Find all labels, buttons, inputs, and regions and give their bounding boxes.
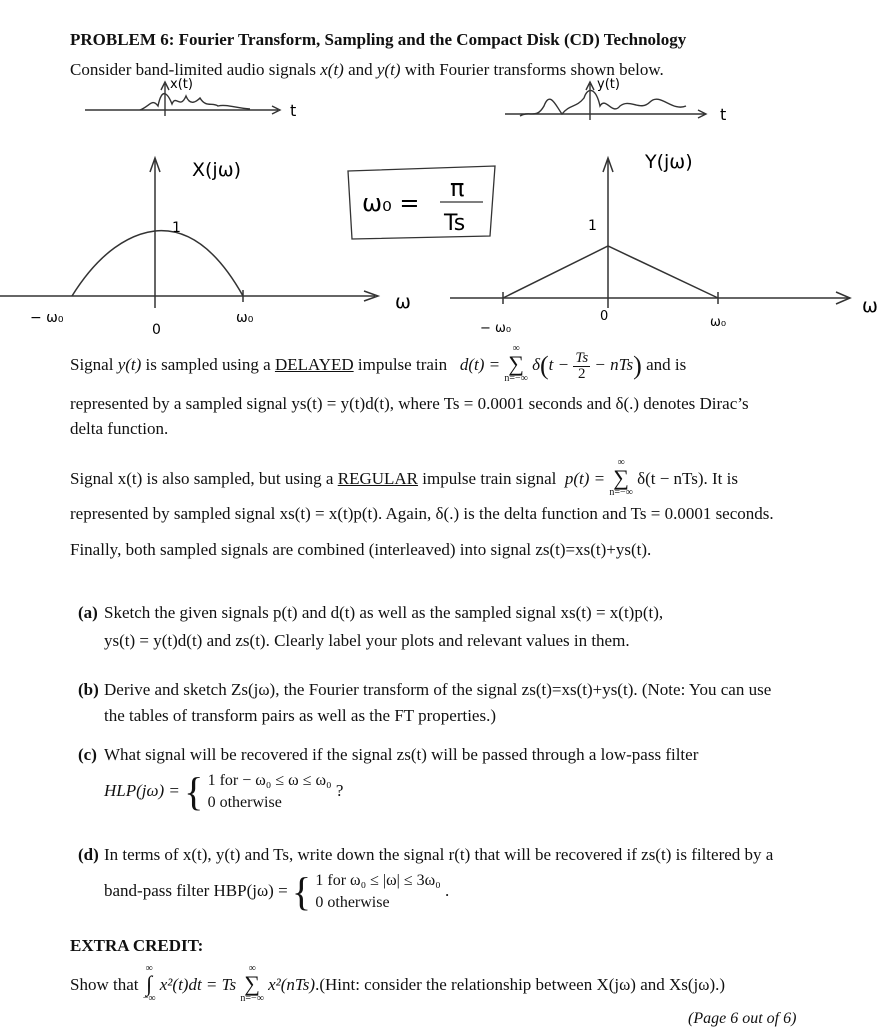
para2-line2: represented by sampled signal xs(t) = x(t)p(t). Again, δ(.) is the delta function and Ts = 0.0001 seconds. <box>70 504 774 523</box>
y-t-axis-label: t <box>720 105 727 124</box>
page-number: (Page 6 out of 6) <box>688 1010 797 1027</box>
w0-formula-left: ω₀ = <box>362 189 420 217</box>
Y-omega-axis: ω <box>862 295 878 317</box>
Y-zero: 0 <box>600 309 609 324</box>
X-zero: 0 <box>152 322 161 338</box>
para1-line3: delta function. <box>70 419 169 438</box>
Y-amplitude: 1 <box>588 218 597 234</box>
part-d-filter: band-pass filter HBP(jω) = { 1 for ω₀ ≤ |ω| ≤ 3ω₀ 0 otherwise . <box>104 869 450 914</box>
part-a-label: (a) <box>78 603 98 622</box>
part-d-line1: In terms of x(t), y(t) and Ts, write down the signal r(t) that will be recovered if zs(t) is filtered by a <box>104 845 774 864</box>
x-time-label: x(t) <box>170 77 193 92</box>
para2-line3: Finally, both sampled signals are combined (interleaved) into signal zs(t)=xs(t)+ys(t). <box>70 540 652 559</box>
part-c-label: (c) <box>78 745 97 764</box>
y-time-label: y(t) <box>597 77 620 92</box>
part-b-label: (b) <box>78 680 99 699</box>
part-c-filter: HLP(jω) = { 1 for − ω₀ ≤ ω ≤ ω₀ 0 otherwise ? <box>104 769 344 814</box>
para1-line1: Signal y(t) is sampled using a DELAYED impulse train d(t) = ∞ ∑ n=−∞ δ(t − $\frac{Ts}{2}$ − nTs) and is <box>70 343 687 384</box>
X-pos-w0: ω₀ <box>236 310 254 326</box>
part-c-line1: What signal will be recovered if the signal zs(t) will be passed through a low-pass filter <box>104 745 699 764</box>
X-spectrum-label: X(jω) <box>192 159 242 181</box>
part-a-line2: ys(t) = y(t)d(t) and zs(t). Clearly label your plots and relevant values in them. <box>104 631 630 650</box>
para1-line2: represented by a sampled signal ys(t) = y(t)d(t), where Ts = 0.0001 seconds and δ(.) denotes Dirac’s <box>70 394 749 413</box>
X-amplitude: 1 <box>172 220 181 236</box>
w0-formula-den: Ts <box>444 211 466 236</box>
para2-line1: Signal x(t) is also sampled, but using a REGULAR impulse train signal p(t) = ∞ ∑ n=−∞ δ(t − nTs). It is <box>70 457 738 498</box>
X-neg-w0: − ω₀ <box>30 310 64 326</box>
Y-pos-w0: ω₀ <box>710 315 727 330</box>
x-t-axis-label: t <box>290 101 297 120</box>
problem-intro: Consider band-limited audio signals x(t) and y(t) with Fourier transforms shown below. <box>70 60 664 79</box>
extra-credit-statement: Show that ∞ ∫ −∞ x²(t)dt = Ts ∞ ∑ n=−∞ x²(nTs).(Hint: consider the relationship between X(jω) and Xs(jω).) <box>70 963 726 1004</box>
X-omega-axis: ω <box>395 291 411 313</box>
part-a-line1: Sketch the given signals p(t) and d(t) as well as the sampled signal xs(t) = x(t)p(t), <box>104 603 664 622</box>
Y-spectrum-sketch <box>450 158 850 308</box>
w0-formula-num: π <box>450 174 465 202</box>
part-d-label: (d) <box>78 845 99 864</box>
Y-neg-w0: − ω₀ <box>480 321 512 336</box>
X-spectrum-sketch <box>0 158 378 308</box>
extra-credit-heading: EXTRA CREDIT: <box>70 936 204 955</box>
part-b-line2: the tables of transform pairs as well as the FT properties.) <box>104 706 496 725</box>
spectrum-sketches <box>0 76 895 340</box>
problem-title: PROBLEM 6: Fourier Transform, Sampling and the Compact Disk (CD) Technology <box>70 30 687 49</box>
part-b-line1: Derive and sketch Zs(jω), the Fourier transform of the signal zs(t)=xs(t)+ys(t). (Note: You can use <box>104 680 772 699</box>
Y-spectrum-label: Y(jω) <box>645 151 693 173</box>
